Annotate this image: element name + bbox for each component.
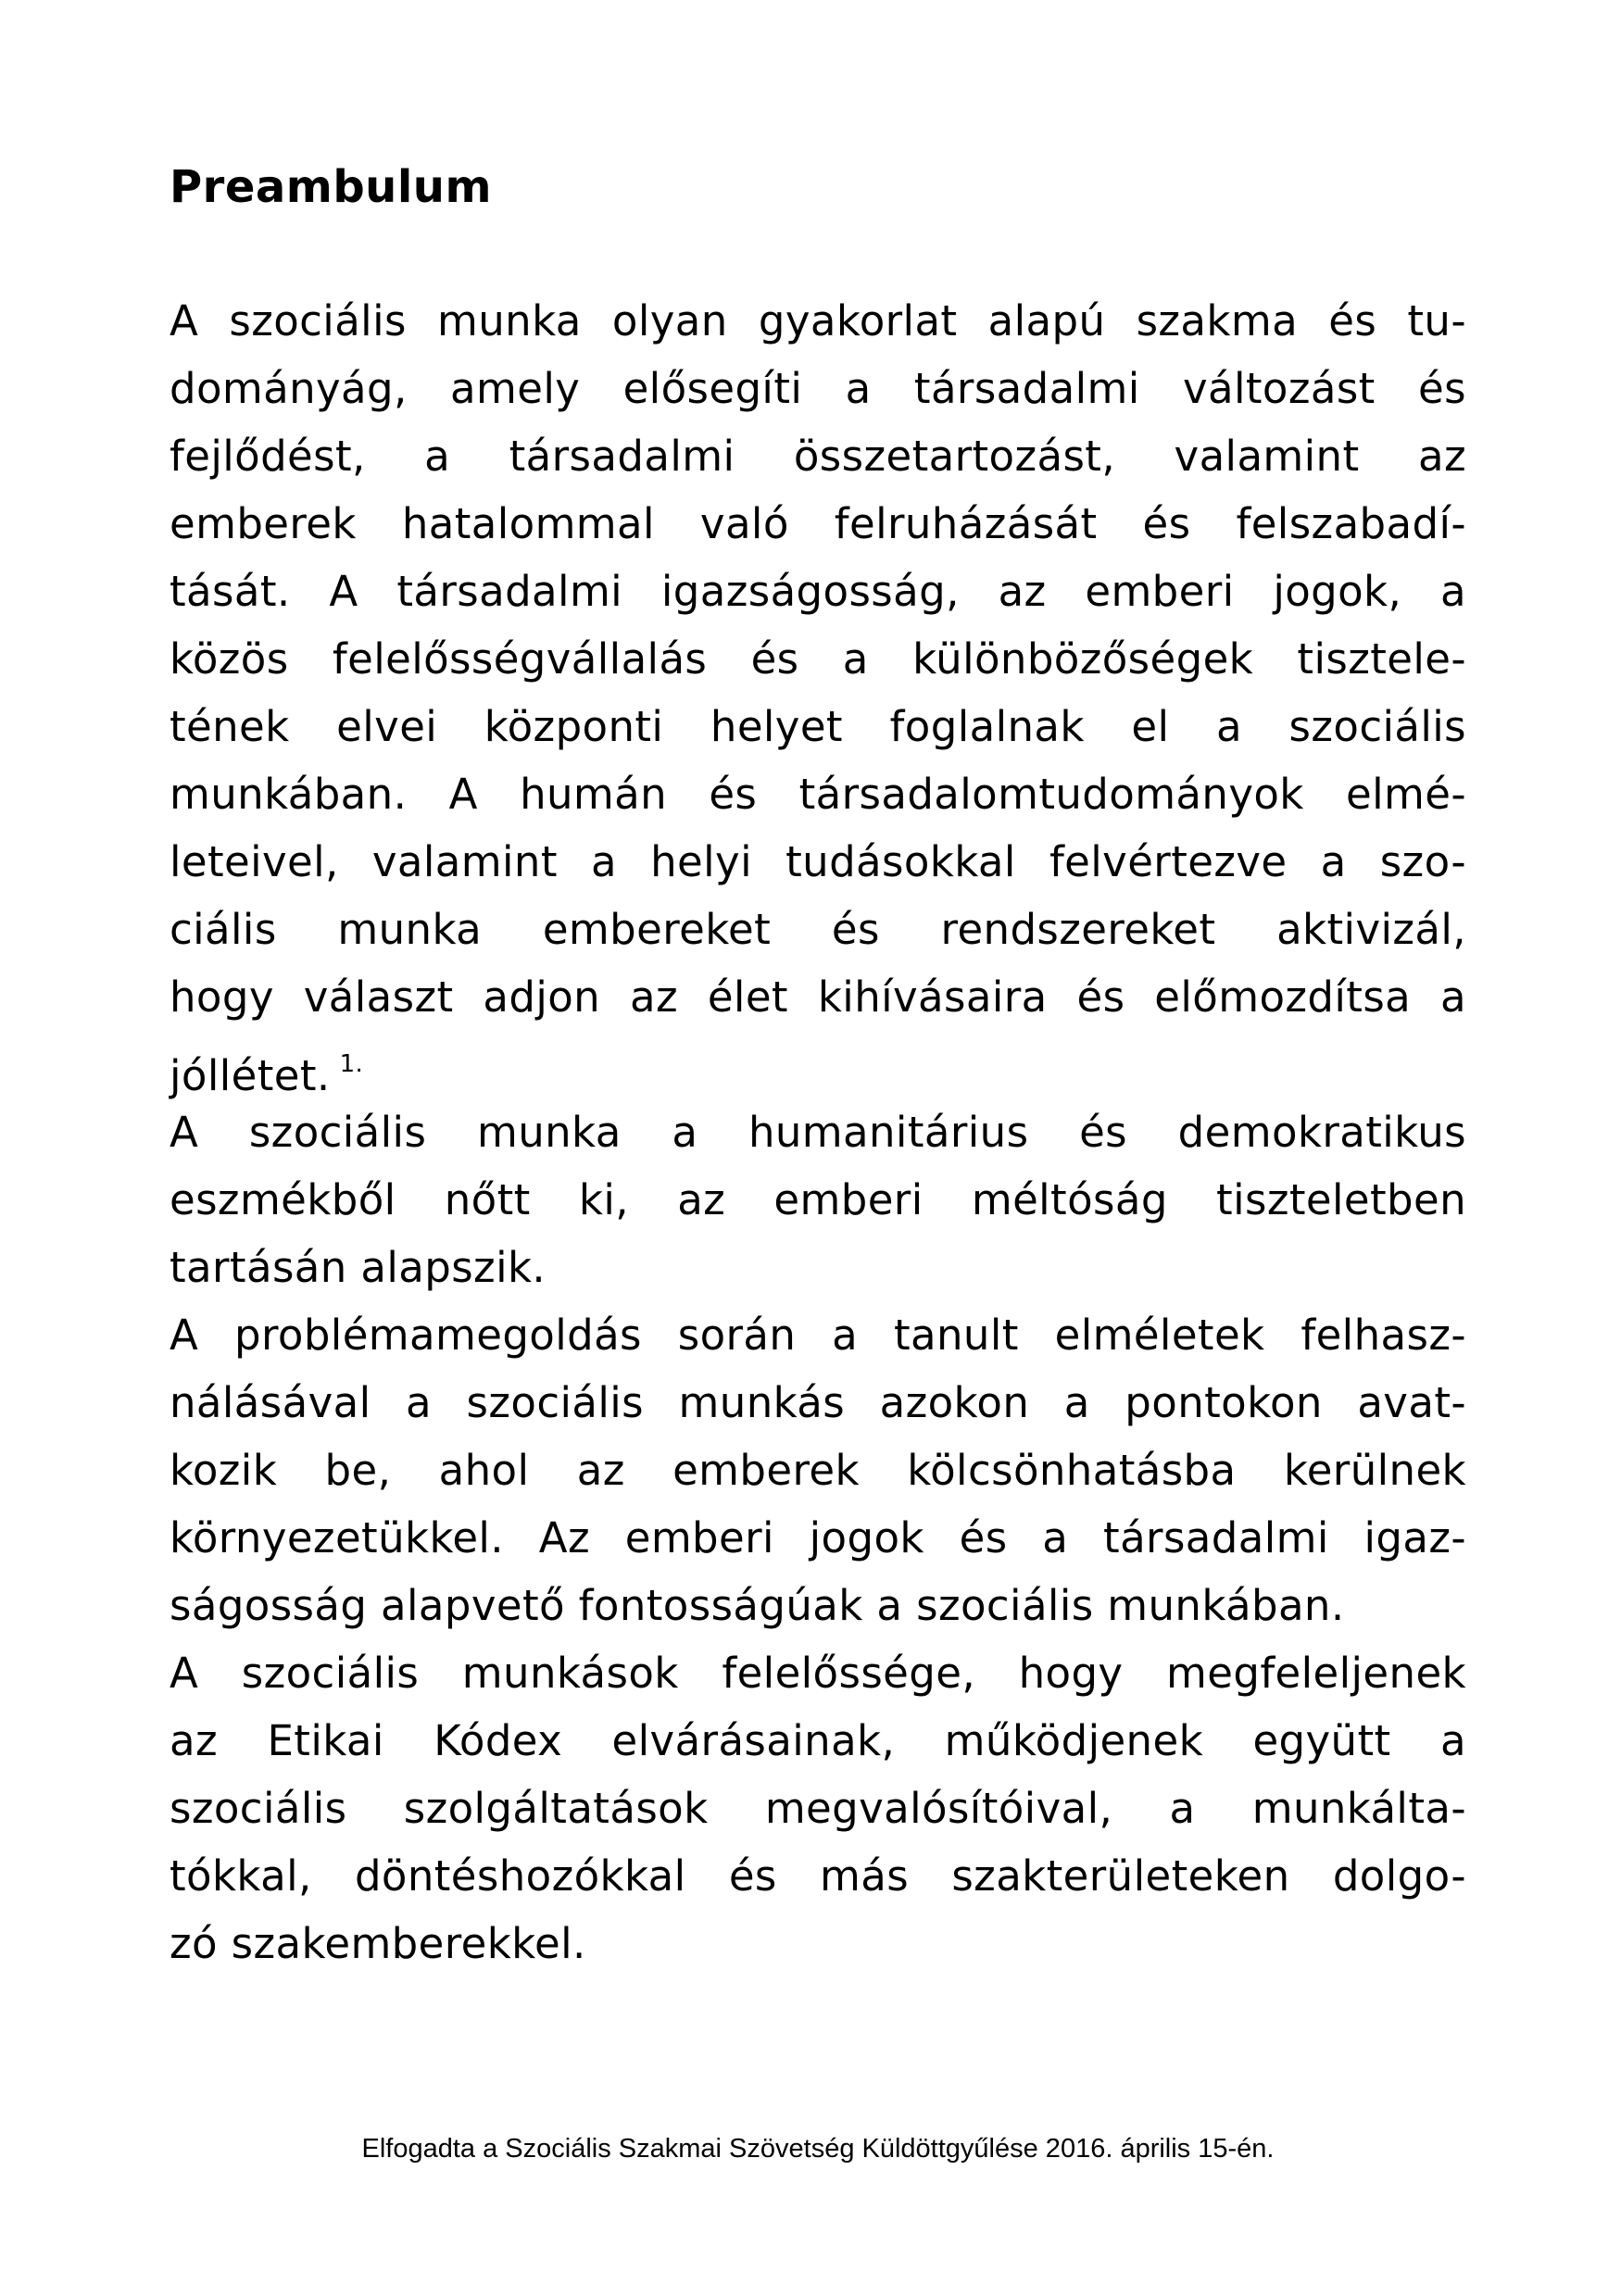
text-line — [170, 1031, 1466, 1098]
text-line: tását. A társadalmi igazságosság, az emberi jogok, a — [170, 567, 1466, 616]
paragraph — [170, 287, 1466, 1098]
text-line: nálásával a szociális munkás azokon a pontokon avat- — [170, 1378, 1466, 1427]
text-line: emberek hatalommal való felruházását és felszabadí- — [170, 499, 1466, 548]
text-line: A szociális munkások felelőssége, hogy megfeleljenek — [170, 1649, 1466, 1698]
footnote-mark: 1. — [339, 1050, 364, 1078]
paragraph — [170, 1301, 1466, 1639]
text-line: ciális munka embereket és rendszereket aktivizál, — [170, 905, 1466, 954]
text-line: fejlődést, a társadalmi összetartozást, valamint az — [170, 432, 1466, 481]
paragraph — [170, 1098, 1466, 1301]
text-line: környezetükkel. Az emberi jogok és a társadalmi igaz- — [170, 1513, 1466, 1562]
text-line: szociális szolgáltatások megvalósítóival, a munkálta- — [170, 1784, 1466, 1833]
page-footer: Elfogadta a Szociális Szakmai Szövetség Küldöttgyűlése 2016. április 15-én. — [361, 2134, 1275, 2164]
text-line: az Etikai Kódex elvárásainak, működjenek együtt a — [170, 1716, 1466, 1765]
text-line: tókkal, döntéshozókkal és más szakterületeken dolgo- — [170, 1851, 1466, 1901]
text-line: A szociális munka a humanitárius és demokratikus — [170, 1108, 1466, 1157]
document-page — [170, 0, 1466, 2296]
text-line: A szociális munka olyan gyakorlat alapú szakma és tu- — [170, 296, 1466, 345]
text-line: hogy választ adjon az élet kihívásaira és előmozdítsa a — [170, 972, 1466, 1022]
text-line: munkában. A humán és társadalomtudományok elmé- — [170, 770, 1466, 819]
text-line: tének elvei központi helyet foglalnak el a szociális — [170, 702, 1466, 751]
text-line: zó szakemberekkel. — [170, 1919, 586, 1968]
text-line: tartásán alapszik. — [170, 1243, 547, 1292]
preamble-body — [170, 287, 1466, 1977]
text-line: leteivel, valamint a helyi tudásokkal felvértezve a szo- — [170, 837, 1466, 886]
text-line: közös felelősségvállalás és a különbözőségek tisztele- — [170, 634, 1466, 684]
paragraph — [170, 1639, 1466, 1977]
text-line: ságosság alapvető fontosságúak a szociális munkában. — [170, 1581, 1345, 1630]
text-line: eszmékből nőtt ki, az emberi méltóság tiszteletben — [170, 1175, 1466, 1224]
text-line: dományág, amely elősegíti a társadalmi változást és — [170, 364, 1466, 413]
page-title: Preambulum — [170, 161, 492, 213]
text-line: A problémamegoldás során a tanult elméletek felhasz- — [170, 1311, 1466, 1360]
text-line-content: jóllétet. — [170, 1051, 331, 1100]
text-line: kozik be, ahol az emberek kölcsönhatásba kerülnek — [170, 1446, 1466, 1495]
